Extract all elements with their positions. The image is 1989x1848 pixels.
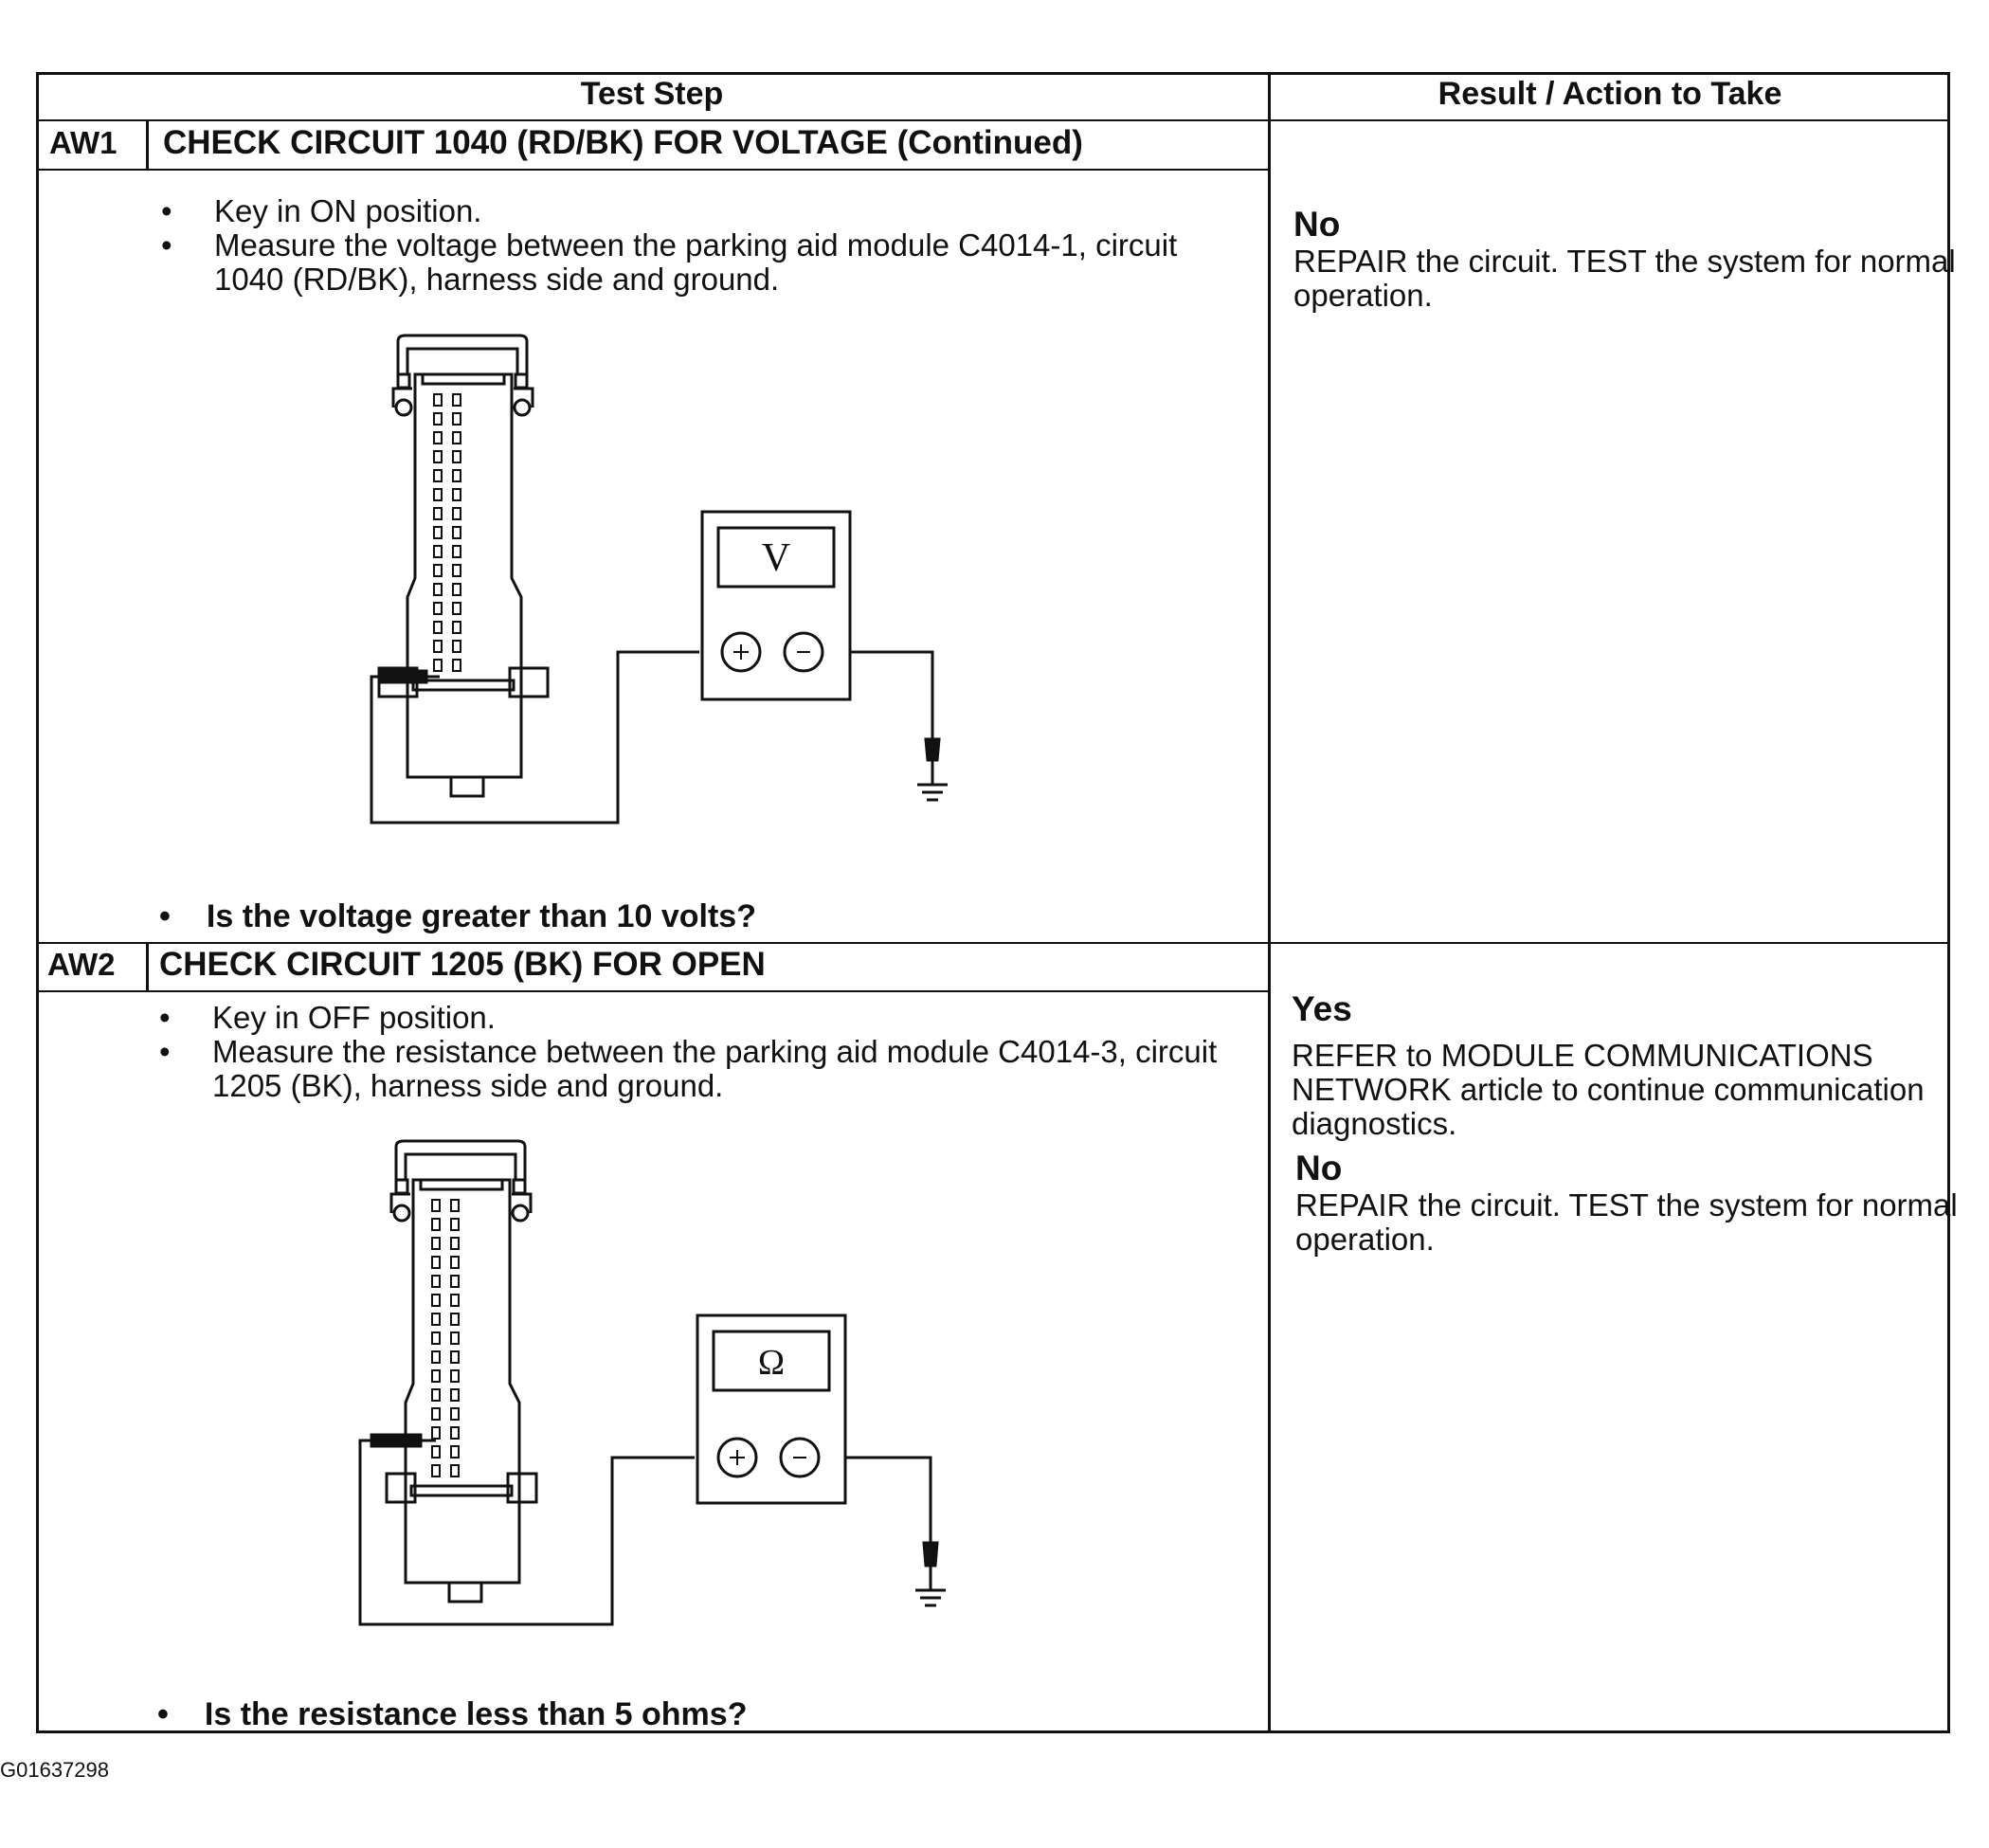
aw2-title-divider (36, 990, 1270, 992)
aw2-question: • Is the resistance less than 5 ohms? (157, 1696, 747, 1733)
ground-symbol-icon (917, 785, 948, 800)
aw1-connector-diagram (360, 332, 967, 824)
aw2-bullet-2: • Measure the resistance between the parking aid module C4014-3, circuit 1205 (BK), harness side and ground. (159, 1035, 1221, 1103)
header-result-action: Result / Action to Take (1438, 76, 1782, 112)
connector-pins-icon (432, 1200, 459, 1477)
aw2-result-yes-text: REFER to MODULE COMMUNICATIONS NETWORK article to continue communication diagnostics. (1292, 1038, 1925, 1141)
meter-symbol-voltage: V (761, 536, 791, 580)
step-title-aw1: CHECK CIRCUIT 1040 (RD/BK) FOR VOLTAGE (Continued) (163, 124, 1083, 161)
aw2-result-yes-label: Yes (1292, 989, 1352, 1028)
aw2-bullet-1: • Key in OFF position. (159, 1001, 1221, 1035)
aw1-instructions (161, 194, 1222, 297)
aw2-result-no-label: No (1295, 1149, 1343, 1187)
header-divider (36, 119, 1950, 121)
aw2-result-no-text: REPAIR the circuit. TEST the system for normal operation. (1295, 1187, 1958, 1257)
aw2-instructions (159, 1001, 1221, 1103)
section-divider (36, 942, 1950, 944)
connector-pins-icon (434, 394, 461, 671)
ground-probe-icon (926, 739, 939, 785)
header-test-step: Test Step (580, 76, 724, 112)
step-title-aw2: CHECK CIRCUIT 1205 (BK) FOR OPEN (159, 946, 766, 983)
aw1-bullet-2: • Measure the voltage between the parking aid module C4014-1, circuit 1040 (RD/BK), harness side and ground. (161, 228, 1222, 297)
aw2-id-divider (146, 942, 149, 990)
ground-symbol-icon (915, 1590, 946, 1605)
aw2-connector-diagram (358, 1137, 965, 1630)
test-probe-icon (371, 1435, 436, 1446)
aw1-result-no-text: REPAIR the circuit. TEST the system for normal operation. (1293, 244, 1956, 313)
step-id-aw2: AW2 (47, 947, 116, 982)
aw1-result-no-label: No (1293, 205, 1341, 244)
step-id-aw1: AW1 (49, 125, 118, 160)
figure-id: G01637298 (0, 1758, 109, 1782)
aw1-bullet-1: • Key in ON position. (161, 194, 1222, 228)
column-divider (1268, 72, 1271, 1733)
connector-c4014-icon (379, 335, 548, 796)
connector-c4014-icon (387, 1141, 536, 1602)
aw1-id-divider (146, 119, 149, 169)
aw1-question: • Is the voltage greater than 10 volts? (159, 898, 756, 935)
meter-symbol-ohm: Ω (757, 1343, 786, 1383)
aw1-title-divider (36, 169, 1270, 171)
ground-probe-icon (924, 1543, 937, 1590)
